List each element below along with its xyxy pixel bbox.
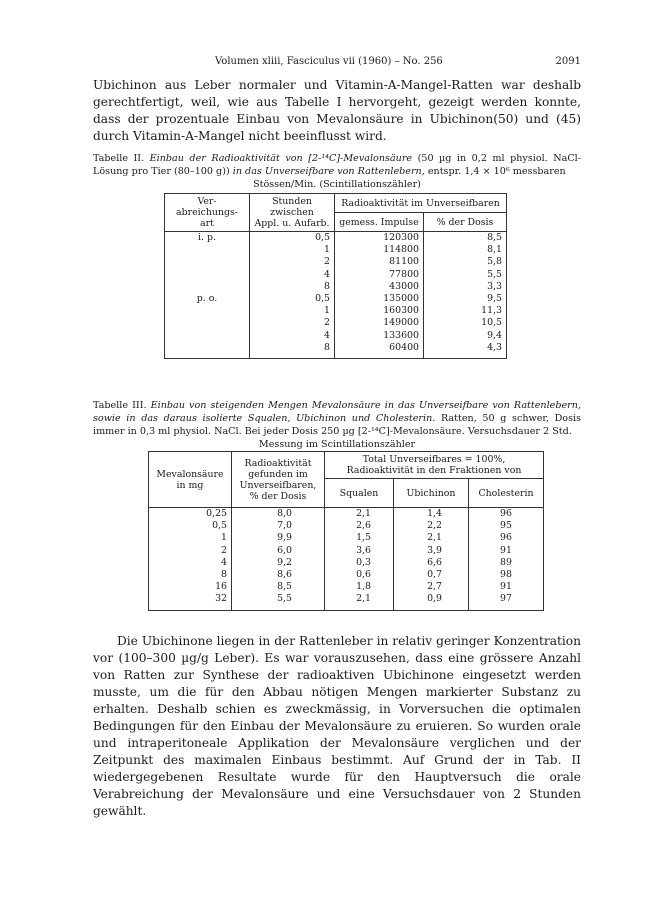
- table3-cell-radio: 8,6: [232, 569, 325, 581]
- table2-header-art: Ver- abreichungs- art: [165, 194, 250, 232]
- table3-cell-cholesterin: 91: [469, 545, 544, 557]
- table2-cell-impulse: 77800: [335, 269, 424, 281]
- table-row: [149, 557, 544, 569]
- table2-cell-impulse: 149000: [335, 317, 424, 329]
- table2-header-dosis: % der Dosis: [424, 213, 507, 232]
- table3-cell-squalen: 3,6: [325, 545, 394, 557]
- table2-cell-dosis: 5,5: [424, 269, 507, 281]
- table3-cell-mg: 4: [149, 557, 232, 569]
- table3-caption-label: Tabelle III.: [93, 400, 147, 411]
- table3-cell-mg: 32: [149, 593, 232, 610]
- table2-cell-dosis: 5,8: [424, 256, 507, 268]
- table3-cell-mg: 0,25: [149, 508, 232, 521]
- table3-cell-mg: 0,5: [149, 520, 232, 532]
- table3-cell-radio: 5,5: [232, 593, 325, 610]
- table3-header-squalen: Squalen: [325, 479, 394, 508]
- table-row: [165, 256, 507, 268]
- table3-cell-radio: 8,0: [232, 508, 325, 521]
- table3-header-radio: Radioaktivität gefunden im Unverseifbaren, % der Dosis: [232, 452, 325, 508]
- table-row: [149, 569, 544, 581]
- table-row: [165, 330, 507, 342]
- table3-cell-ubichinon: 6,6: [394, 557, 469, 569]
- table2-cell-impulse: 114800: [335, 244, 424, 256]
- table3-cell-cholesterin: 89: [469, 557, 544, 569]
- table2-cell-stunden: 0,5: [250, 232, 335, 245]
- table-row: [165, 232, 507, 245]
- table-row: [165, 317, 507, 329]
- table-row: [165, 305, 507, 317]
- table2-cell-art: [165, 317, 250, 329]
- table-row: [149, 581, 544, 593]
- table-row: [165, 293, 507, 305]
- table2-cell-stunden: 2: [250, 317, 335, 329]
- table2-cell-impulse: 135000: [335, 293, 424, 305]
- table2-cell-impulse: 81100: [335, 256, 424, 268]
- table3-cell-radio: 6,0: [232, 545, 325, 557]
- table-row: [165, 281, 507, 293]
- table3-cell-cholesterin: 98: [469, 569, 544, 581]
- table2-caption-plain-1: (50 µg in 0,2 ml physiol. NaCl-Lösung pro Tier (80–100 g)): [93, 153, 581, 177]
- table2-header-stunden: Stunden zwischen Appl. u. Aufarb.: [250, 194, 335, 232]
- table3-cell-cholesterin: 95: [469, 520, 544, 532]
- table3-cell-ubichinon: 0,7: [394, 569, 469, 581]
- table3-header-mg: Mevalonsäure in mg: [149, 452, 232, 508]
- table2-cell-dosis: 9,4: [424, 330, 507, 342]
- table3-caption-italic: Einbau von steigenden Mengen Mevalonsäure in das Unverseifbare von Rattenlebern, sowie in das daraus isolierte Squalen, Ubichinon und Cholesterin.: [93, 400, 581, 424]
- table3-cell-squalen: 1,8: [325, 581, 394, 593]
- table2-caption-plain-2: entspr. 1,4 × 10⁶ messbaren: [427, 166, 566, 177]
- table3-cell-cholesterin: 97: [469, 593, 544, 610]
- table2-cell-stunden: 4: [250, 269, 335, 281]
- table2-cell-stunden: 8: [250, 281, 335, 293]
- table2-header-impulse: gemess. Impulse: [335, 213, 424, 232]
- table3-cell-ubichinon: 1,4: [394, 508, 469, 521]
- table3-cell-squalen: 2,1: [325, 508, 394, 521]
- table3-cell-mg: 1: [149, 532, 232, 544]
- table2-cell-dosis: 8,5: [424, 232, 507, 245]
- table3-cell-radio: 8,5: [232, 581, 325, 593]
- table3-cell-cholesterin: 96: [469, 508, 544, 521]
- table2-caption-italic-1: Einbau der Radioaktivität von [2-¹⁴C]-Mevalonsäure: [149, 153, 413, 164]
- table3-cell-squalen: 2,1: [325, 593, 394, 610]
- table2-cell-art: i. p.: [165, 232, 250, 245]
- table2-cell-impulse: 43000: [335, 281, 424, 293]
- table3: [148, 451, 544, 611]
- table-row: [149, 520, 544, 532]
- table3-cell-ubichinon: 2,1: [394, 532, 469, 544]
- table3-cell-mg: 2: [149, 545, 232, 557]
- table2-cell-dosis: 4,3: [424, 342, 507, 359]
- table2-caption-tail: Stössen/Min. (Scintillationszähler): [253, 179, 421, 190]
- table-row: [149, 593, 544, 610]
- table2-cell-art: [165, 305, 250, 317]
- table2-cell-stunden: 4: [250, 330, 335, 342]
- table2-cell-dosis: 8,1: [424, 244, 507, 256]
- table3-cell-squalen: 1,5: [325, 532, 394, 544]
- table-row: [165, 244, 507, 256]
- table3-cell-squalen: 2,6: [325, 520, 394, 532]
- table3-cell-radio: 9,2: [232, 557, 325, 569]
- table3-cell-mg: 16: [149, 581, 232, 593]
- table3-header-ubichinon: Ubichinon: [394, 479, 469, 508]
- table3-caption: [93, 399, 581, 451]
- table2-cell-art: [165, 330, 250, 342]
- table2-cell-stunden: 1: [250, 244, 335, 256]
- table-row: [165, 342, 507, 359]
- table3-cell-ubichinon: 2,2: [394, 520, 469, 532]
- table3-cell-cholesterin: 96: [469, 532, 544, 544]
- table2-cell-dosis: 9,5: [424, 293, 507, 305]
- table2-body: [165, 232, 507, 359]
- table2-cell-stunden: 0,5: [250, 293, 335, 305]
- table2-cell-art: [165, 256, 250, 268]
- table3-cell-cholesterin: 91: [469, 581, 544, 593]
- table3-cell-ubichinon: 2,7: [394, 581, 469, 593]
- table3-cell-ubichinon: 3,9: [394, 545, 469, 557]
- table2-caption-label: Tabelle II.: [93, 153, 145, 164]
- table2-header-group: Radioaktivität im Unverseifbaren: [335, 194, 507, 213]
- table2-cell-art: p. o.: [165, 293, 250, 305]
- table2-cell-art: [165, 342, 250, 359]
- table2-cell-stunden: 1: [250, 305, 335, 317]
- page-number: 2091: [555, 56, 581, 67]
- table2-caption-italic-2: in das Unverseifbare von Rattenlebern,: [232, 166, 425, 177]
- table2-cell-impulse: 133600: [335, 330, 424, 342]
- table3-cell-mg: 8: [149, 569, 232, 581]
- table2-cell-art: [165, 244, 250, 256]
- table2-cell-dosis: 10,5: [424, 317, 507, 329]
- table2-cell-dosis: 11,3: [424, 305, 507, 317]
- table3-cell-ubichinon: 0,9: [394, 593, 469, 610]
- table3-cell-radio: 9,9: [232, 532, 325, 544]
- table3-body: [149, 508, 544, 611]
- table2-cell-stunden: 8: [250, 342, 335, 359]
- table-row: [149, 508, 544, 521]
- table3-cell-squalen: 0,3: [325, 557, 394, 569]
- table2-cell-impulse: 120300: [335, 232, 424, 245]
- table3-caption-tail: Messung im Scintillationszähler: [258, 439, 416, 450]
- table3-cell-radio: 7,0: [232, 520, 325, 532]
- table2-cell-stunden: 2: [250, 256, 335, 268]
- table2-cell-impulse: 160300: [335, 305, 424, 317]
- table2-cell-art: [165, 269, 250, 281]
- table-row: [165, 269, 507, 281]
- table2-cell-dosis: 3,3: [424, 281, 507, 293]
- table2-cell-art: [165, 281, 250, 293]
- closing-paragraph: Die Ubichinone liegen in der Rattenleber in relativ geringer Konzentration vor (100–300 µg/g Leber). Es war vorauszusehen, dass eine grössere Anzahl von Ratten zur Synthese der radioaktiven Ubichinone eingesetzt werden musste, um die für den Abbau nötigen Mengen markierter Substanz zu erhalten. Deshalb schien es zweckmässig, in Vorversuchen die optimalen Bedingungen für den Einbau der Mevalonsäure zu eruieren. So wurden orale und intraperitoneale Applikation der Mevalonsäure verglichen und der Zeitpunkt des maximalen Einbaus bestimmt. Auf Grund der in Tab. II wiedergegebenen Resultate wurde für den Hauptversuch die orale Verabreichung der Mevalonsäure und eine Versuchsdauer von 2 Stunden gewählt.: [93, 634, 581, 818]
- table2-caption: [93, 152, 581, 191]
- table3-caption-plain: Ratten, 50 g schwer, Dosis immer in 0,3 ml physiol. NaCl. Bei jeder Dosis 250 µg [2-¹⁴C]-Mevalonsäure. Versuchsdauer 2 Std.: [93, 413, 581, 437]
- running-title: Volumen xliii, Fasciculus vii (1960) – No. 256: [215, 56, 443, 67]
- table2-cell-impulse: 60400: [335, 342, 424, 359]
- table3-cell-squalen: 0,6: [325, 569, 394, 581]
- table-row: [149, 532, 544, 544]
- table3-header-group: Total Unverseifbares = 100%, Radioaktivität in den Fraktionen von: [325, 452, 544, 479]
- table-row: [149, 545, 544, 557]
- table2: [164, 193, 507, 359]
- intro-paragraph: Ubichinon aus Leber normaler und Vitamin-A-Mangel-Ratten war deshalb gerechtfertigt, weil, wie aus Tabelle I hervorgeht, gezeigt werden konnte, dass der prozentuale Einbau von Mevalonsäure in Ubichinon(50) und (45) durch Vitamin-A-Mangel nicht beeinflusst wird.: [93, 78, 581, 143]
- table3-header-cholesterin: Cholesterin: [469, 479, 544, 508]
